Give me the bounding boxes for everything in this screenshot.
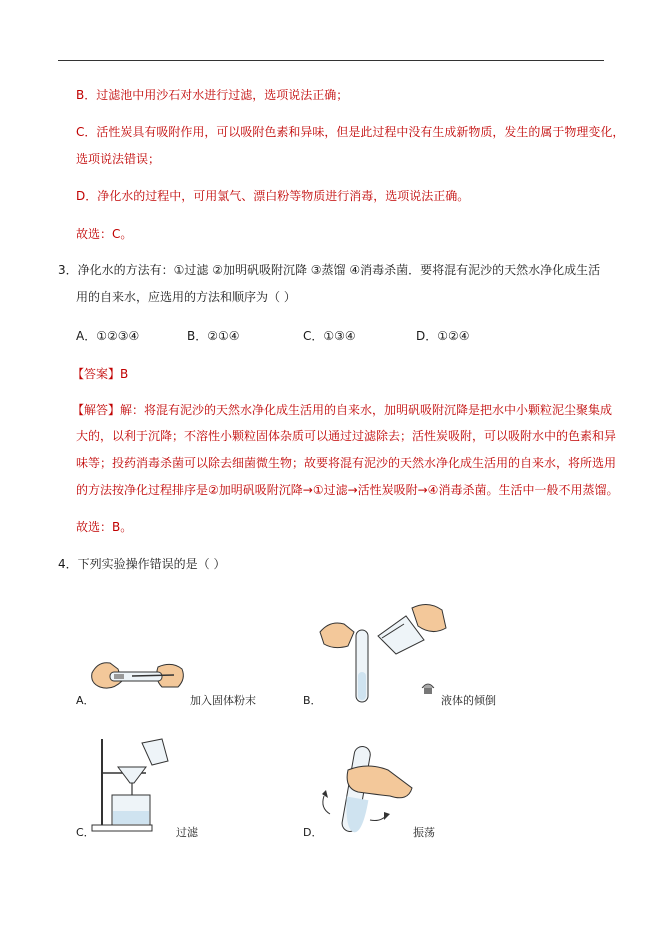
option-c-explanation-line2: 选项说法错误； xyxy=(76,152,161,166)
q3-option-b: B．②①④ xyxy=(187,329,240,343)
figure-d-label: 振荡 xyxy=(413,826,435,839)
figure-c-label: 过滤 xyxy=(176,826,198,839)
header-rule xyxy=(58,60,604,61)
figure-c-filtration xyxy=(90,733,174,835)
prev-choice: 故选：C。 xyxy=(76,227,133,241)
figure-b-label: 液体的倾倒 xyxy=(441,694,496,707)
q3-option-d: D．①②④ xyxy=(416,329,470,343)
q4-stem: 4．下列实验操作错误的是（ ） xyxy=(58,557,226,571)
q3-stem-line2: 用的自来水，应选用的方法和顺序为（ ） xyxy=(76,290,296,304)
q3-stem-line1: 3．净化水的方法有：①过滤 ②加明矾吸附沉降 ③蒸馏 ④消毒杀菌．要将混有泥沙的天然水净化成生活 xyxy=(58,263,601,277)
q3-option-a: A．①②③④ xyxy=(76,329,140,343)
figure-b-pouring-liquid xyxy=(316,602,466,706)
figure-a-letter: A． xyxy=(76,694,95,707)
q3-choice: 故选：B。 xyxy=(76,520,133,534)
q3-explanation-line1: 【解答】解：将混有泥沙的天然水净化成生活用的自来水，加明矾吸附沉降是把水中小颗粒泥尘聚集成 xyxy=(72,403,613,417)
q3-explanation-line2: 大的，以利于沉降；不溶性小颗粒固体杂质可以通过过滤除去；活性炭吸附，可以吸附水中的色素和异 xyxy=(76,429,617,443)
q3-explanation-line4: 的方法按净化过程排序是②加明矾吸附沉降→①过滤→活性炭吸附→④消毒杀菌。生活中一般不用蒸馏。 xyxy=(76,483,619,497)
figure-a-label: 加入固体粉末 xyxy=(190,694,256,707)
option-b-explanation: B．过滤池中用沙石对水进行过滤，选项说法正确； xyxy=(76,88,349,102)
figure-d-shaking xyxy=(318,740,418,840)
option-d-explanation: D．净化水的过程中，可用氯气、漂白粉等物质进行消毒，选项说法正确。 xyxy=(76,189,470,203)
q3-explanation-line3: 味等；投药消毒杀菌可以除去细菌微生物；故要将混有泥沙的天然水净化成生活用的自来水，将所选用 xyxy=(76,456,617,470)
figure-c-letter: C． xyxy=(76,826,95,839)
q3-answer: 【答案】B xyxy=(72,367,129,381)
q3-option-c: C．①③④ xyxy=(303,329,356,343)
option-c-explanation-line1: C．活性炭具有吸附作用，可以吸附色素和异味，但是此过程中没有生成新物质，发生的属于物理变化， xyxy=(76,125,625,139)
figure-a-solid-powder xyxy=(88,655,188,700)
figure-d-letter: D． xyxy=(303,826,323,839)
figure-b-letter: B． xyxy=(303,694,322,707)
